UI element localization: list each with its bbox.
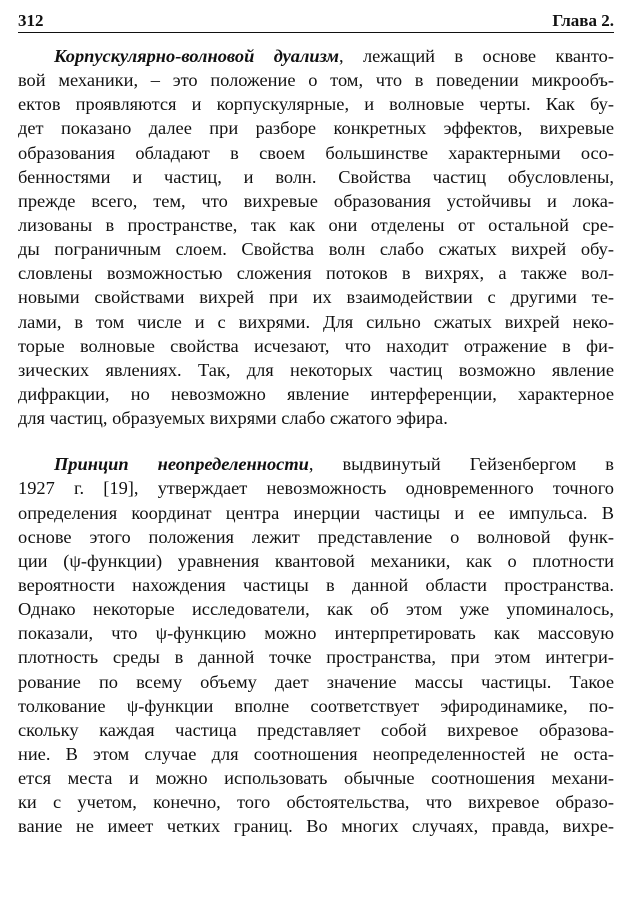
- text-line: зических явлениях. Так, для некоторых частиц возможно явление: [18, 359, 614, 380]
- paragraph-first-line: [18, 452, 614, 476]
- text-line: ки с учетом, конечно, того обстоятельства, что вихревое образо-: [18, 792, 614, 813]
- text-line: толкование ψ-функции вполне соответствует эфиродинамике, по-: [18, 695, 614, 716]
- paragraph-uncertainty: [18, 452, 614, 838]
- text-line: плотность среды в данной точке пространства, при этом интегри-: [18, 647, 614, 668]
- text-line: Однако некоторые исследователи, как об этом уже упоминалось,: [18, 599, 614, 620]
- body-text: [18, 44, 614, 839]
- text-line: прежде всего, тем, что вихревые образования устойчивы и лока-: [18, 190, 614, 211]
- text-line: дифракции, но невозможно явление интерференции, характерное: [18, 383, 614, 404]
- text-line: ектов проявляются и корпускулярные, и волновые черты. Как бу-: [18, 94, 614, 115]
- text-line: образования обладают в своем большинстве характерными осо-: [18, 142, 614, 163]
- running-header: [18, 10, 614, 33]
- text-line: определения координат центра инерции частицы и ее импульса. В: [18, 502, 614, 523]
- text-line: лизованы в пространстве, так как они отделены от остальной сре-: [18, 214, 614, 235]
- paragraph-gap: [18, 430, 614, 452]
- text-line: показали, что ψ-функцию можно интерпретировать как массовую: [18, 623, 614, 644]
- text-line: вой механики, – это положение о том, что в поведении микрообъ-: [18, 70, 614, 91]
- text-line: основе этого положения лежит представление о волновой функ-: [18, 526, 614, 547]
- text-line: лами, в том числе и с вихрями. Для сильно сжатых вихрей неко-: [18, 311, 614, 332]
- term-uncertainty: Принцип неопределенности: [54, 454, 309, 475]
- text-line: торые волновые свойства исчезают, что находит отражение в фи-: [18, 335, 614, 356]
- text-line: скольку каждая частица представляет собой вихревое образова-: [18, 719, 614, 740]
- text-line: ние. В этом случае для соотношения неопределенностей не оста-: [18, 743, 614, 764]
- text-line: вероятности нахождения частицы в данной области пространства.: [18, 574, 614, 595]
- paragraph-first-line-text: , выдвинутый Гейзенбергом в: [308, 454, 614, 475]
- term-duality: Корпускулярно-волновой дуализм: [54, 46, 339, 66]
- page-number: 312: [18, 11, 44, 30]
- text-line: рование по всему объему дает значение массы частицы. Такое: [18, 671, 614, 692]
- text-line: ции (ψ-функции) уравнения квантовой механики, как о плотности: [18, 550, 614, 571]
- text-line: новыми свойствами вихрей при их взаимодействии с другими те-: [18, 287, 614, 308]
- paragraph-duality: [18, 44, 614, 430]
- paragraph-first-line-text: , лежащий в основе кванто-: [338, 46, 614, 66]
- text-line: ется места и можно использовать обычные соотношения механи-: [18, 768, 614, 789]
- paragraph-first-line: [18, 44, 614, 68]
- chapter-title: Глава 2.: [552, 11, 614, 30]
- text-line: вание не имеет четких границ. Во многих случаях, правда, вихре-: [18, 816, 614, 837]
- text-line: словлены возможностью сложения потоков в вихрях, а также вол-: [18, 263, 614, 284]
- text-line: бенностями и частиц, и волн. Свойства частиц обусловлены,: [18, 166, 614, 187]
- text-line: для частиц, образуемых вихрями слабо сжатого эфира.: [18, 408, 448, 429]
- text-line: 1927 г. [19], утверждает невозможность одновременного точного: [18, 478, 614, 499]
- text-line: ды пограничным слоем. Свойства волн слабо сжатых вихрей обу-: [18, 239, 614, 260]
- text-line: дет показано далее при разборе конкретных эффектов, вихревые: [18, 118, 614, 139]
